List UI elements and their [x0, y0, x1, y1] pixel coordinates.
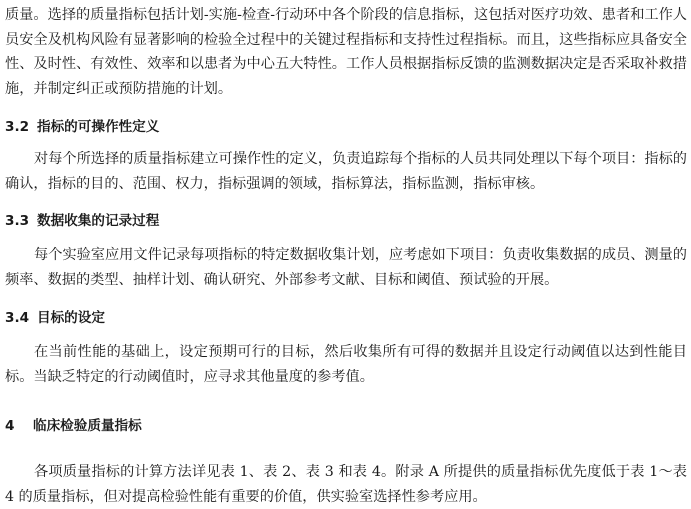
section-number: 3.4: [5, 310, 30, 326]
section-number: 3.2: [5, 119, 30, 135]
section-body-3-2: 对每个所选择的质量指标建立可操作性的定义，负责追踪每个指标的人员共同处理以下每个项目：指标的确认，指标的目的、范围、权力，指标强调的领域，指标算法，指标监测，指标审核。: [5, 151, 687, 192]
section-body-4: 各项质量指标的计算方法详见表 1、表 2、表 3 和表 4。附录 A 所提供的质量指标优先度低于表 1～表 4 的质量指标，但对提高检验性能有重要的价值，供实验室选择性参考应用。: [5, 464, 687, 505]
section-number: 4: [5, 418, 15, 434]
section-body-3-3: 每个实验室应用文件记录每项指标的特定数据收集计划，应考虑如下项目：负责收集数据的成员、测量的频率、数据的类型、抽样计划、确认研究、外部参考文献、目标和阈值、预试验的开展。: [5, 247, 687, 288]
intro-paragraph: 质量。选择的质量指标包括计划-实施-检查-行动环中各个阶段的信息指标，这包括对医疗功效、患者和工作人员安全及机构风险有显著影响的检验全过程中的关键过程指标和支持性过程指标。而且，这些指标应具备安全性、及时性、有效性、效率和以患者为中心五大特性。工作人员根据指标反馈的监测数据决定是否采取补救措施，并制定纠正或预防措施的计划。: [5, 7, 687, 97]
section-heading-3-3: [5, 211, 159, 231]
section-title: 数据收集的记录过程: [37, 213, 160, 229]
section-title: 指标的可操作性定义: [37, 119, 160, 135]
section-body-3-4: 在当前性能的基础上，设定预期可行的目标，然后收集所有可得的数据并且设定行动阈值以达到性能目标。当缺乏特定的行动阈值时，应寻求其他量度的参考值。: [5, 344, 687, 385]
section-number: 3.3: [5, 213, 30, 229]
section-heading-4: [5, 416, 142, 436]
section-heading-3-2: [5, 117, 159, 137]
section-heading-3-4: [5, 308, 105, 328]
section-title: 临床检验质量指标: [33, 418, 142, 434]
section-title: 目标的设定: [37, 310, 105, 326]
